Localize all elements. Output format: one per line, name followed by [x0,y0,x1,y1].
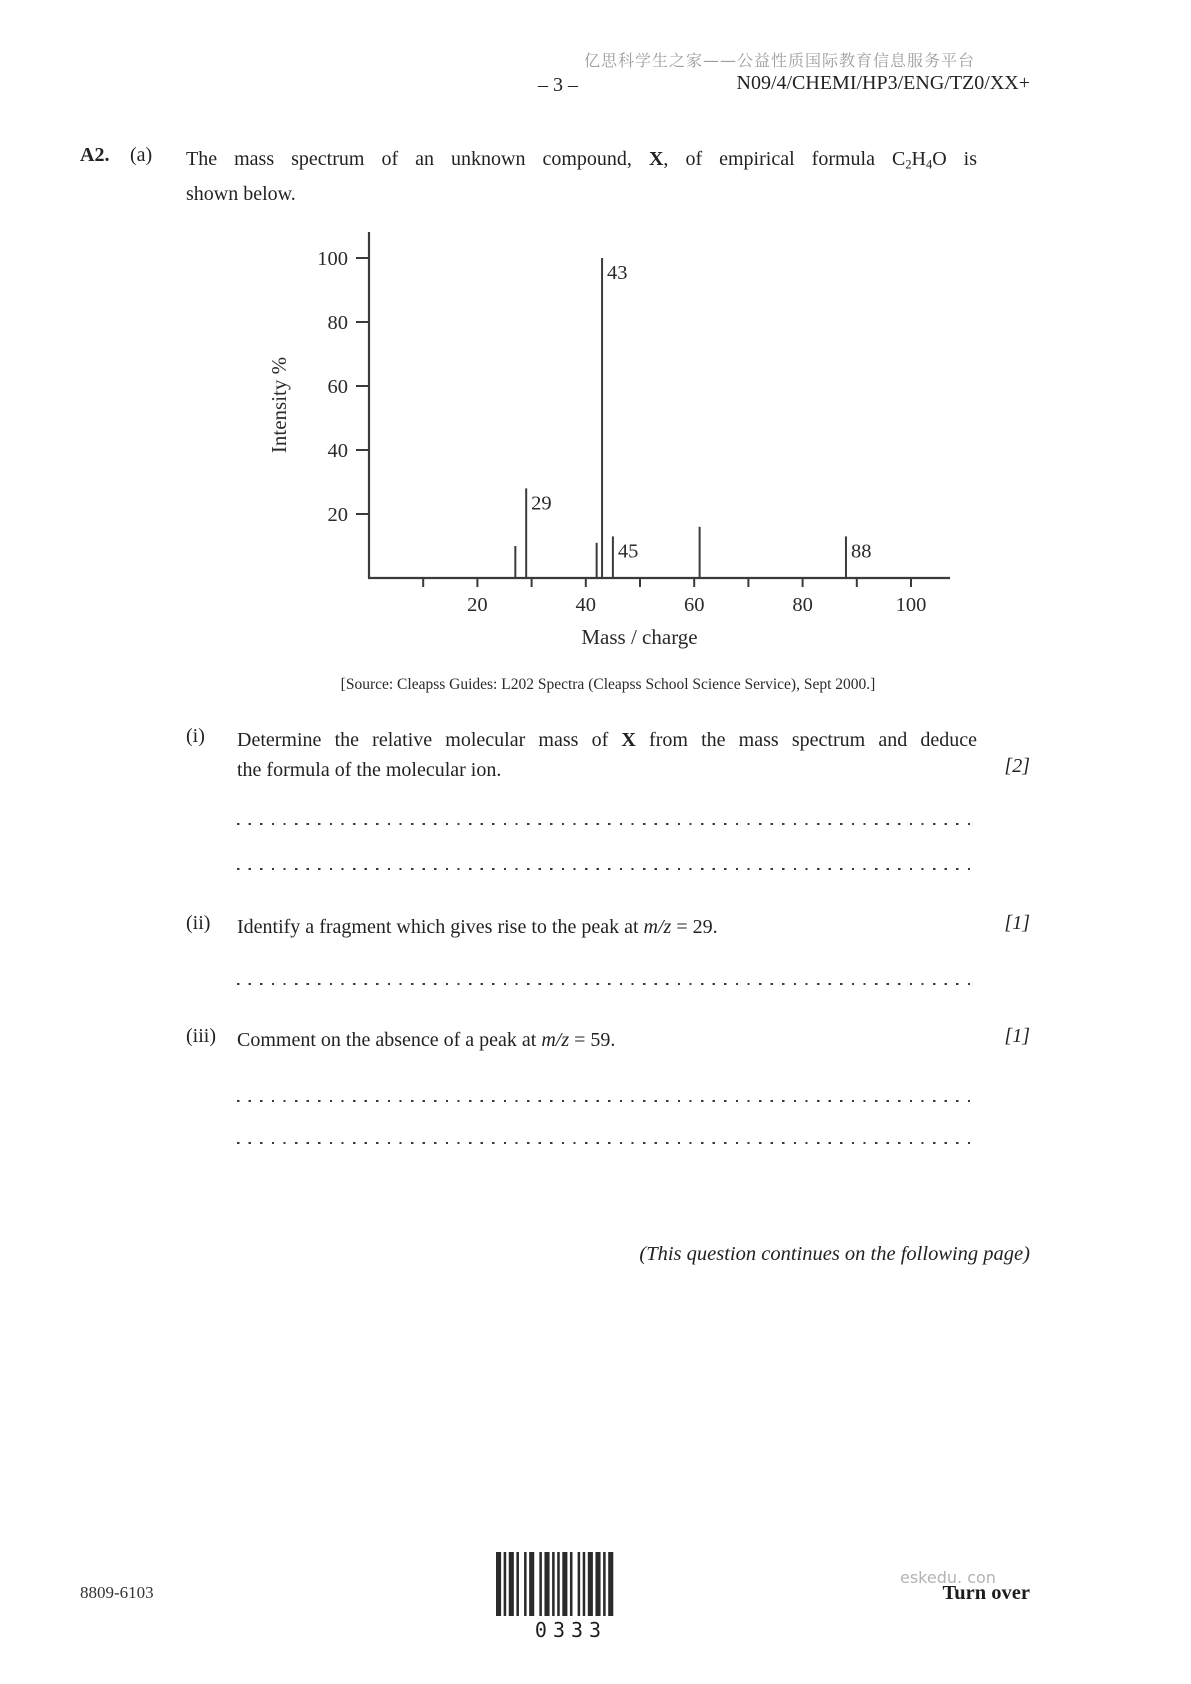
part-i-line1-post: from the mass spectrum and deduce [635,729,977,751]
answer-dotted-line [237,983,977,985]
barcode-bar [570,1552,573,1616]
part-ii-text [237,912,977,942]
barcode-bar [509,1552,514,1616]
barcode-bar [557,1552,560,1616]
question-intro-line2: shown below. [186,183,296,206]
answer-dotted-line [237,823,977,825]
formula-sub-4: 4 [925,157,933,172]
barcode-bar [516,1552,519,1616]
compound-x: X [648,148,664,170]
y-tick-label: 40 [327,440,348,462]
part-iii-text [237,1025,977,1055]
barcode-bar [552,1552,555,1616]
barcode-bar [496,1552,501,1616]
site-watermark-footer: eskedu. con [900,1568,996,1587]
peak-label: 29 [531,492,552,515]
question-intro [186,144,977,209]
continuation-note: (This question continues on the following page) [639,1243,1030,1265]
peak-label: 43 [607,262,628,284]
part-ii-post: = 29. [671,916,718,938]
peak-label: 45 [617,540,639,563]
part-iii-pre: Comment on the absence of a peak at [237,1029,542,1051]
part-ii-marks: [1] [1004,912,1030,934]
barcode [496,1552,646,1616]
page-number: – 3 – [538,74,578,96]
answer-dotted-line [237,868,977,870]
intro-seg4: O is [932,148,977,170]
barcode-bar [583,1552,586,1616]
barcode-bar [595,1552,600,1616]
part-ii-mz: m/z [643,916,672,938]
question-number: A2. [80,144,110,166]
y-tick-label: 80 [327,312,348,334]
part-iii-marks: [1] [1004,1025,1030,1047]
x-tick-label: 60 [683,594,705,616]
barcode-number: 0333 [534,1618,608,1642]
y-tick-label: 20 [327,504,348,526]
barcode-bar [578,1552,581,1616]
barcode-bar [603,1552,606,1616]
question-intro-line1 [186,144,977,179]
answer-dotted-line [237,1142,977,1144]
barcode-bar [562,1552,567,1616]
site-watermark-banner: 亿思科学生之家——公益性质国际教育信息服务平台 [583,51,975,70]
x-tick-label: 100 [895,594,927,616]
intro-seg1: The mass spectrum of an unknown compound, [186,148,632,170]
part-iii-mz: m/z [541,1029,570,1051]
question-part-label: (a) [130,144,153,166]
barcode-bar [608,1552,613,1616]
part-i-marks: [2] [1004,755,1030,777]
part-ii-pre: Identify a fragment which gives rise to the peak at [237,916,644,938]
y-tick-label: 100 [317,248,348,270]
part-i-text [237,725,977,785]
part-iii-label: (iii) [186,1025,216,1047]
part-i-line1-pre: Determine the relative molecular mass of [237,729,622,751]
barcode-bar [588,1552,593,1616]
source-note: [Source: Cleapss Guides: L202 Spectra (Cleapss School Science Service), Sept 2000.] [340,676,876,693]
barcode-bar [524,1552,527,1616]
intro-seg3: H [911,148,926,170]
turn-over-label: Turn over [942,1582,1030,1604]
x-tick-label: 40 [575,594,597,616]
barcode-bar [544,1552,549,1616]
barcode-bar [504,1552,507,1616]
peak-label: 88 [850,540,872,563]
document-code: 8809-6103 [80,1583,154,1602]
barcode-bar [529,1552,534,1616]
barcode-bar [539,1552,542,1616]
paper-code: N09/4/CHEMI/HP3/ENG/TZ0/XX+ [736,72,1030,94]
answer-dotted-line [237,1100,977,1102]
formula-sub-2: 2 [905,157,912,172]
y-tick-label: 60 [327,376,348,398]
part-i-bold-x: X [621,729,636,751]
mass-spectrum-chart [250,220,970,660]
part-i-line1 [237,725,977,755]
part-ii-label: (ii) [186,912,211,934]
part-iii-post: = 59. [569,1029,616,1051]
part-i-line2: the formula of the molecular ion. [237,759,502,781]
intro-seg2: , of empirical formula C [663,148,906,170]
x-axis-title: Mass / charge [581,625,698,649]
y-axis-title: Intensity % [267,356,291,454]
part-i-label: (i) [186,725,205,747]
x-tick-label: 80 [792,594,813,616]
x-tick-label: 20 [467,594,488,616]
